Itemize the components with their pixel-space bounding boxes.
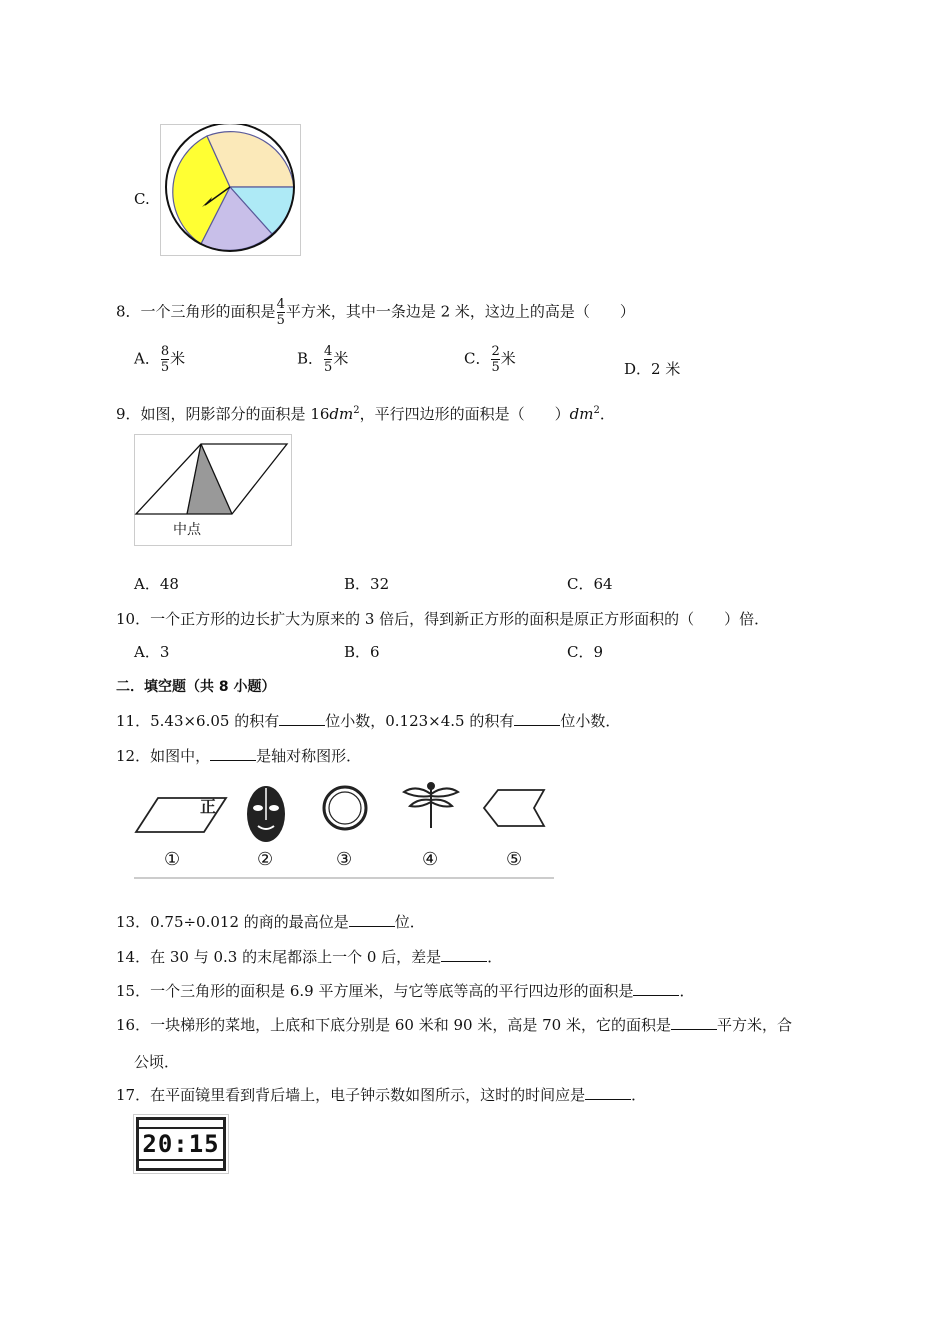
q10-option-c[interactable]: C．9 [567,643,604,661]
question-14: 14．在 30 与 0.3 的末尾都添上一个 0 后，差是 ． [116,948,503,966]
mask-icon [247,786,285,842]
section-title: 二．填空题（共 8 小题） [116,679,276,695]
seal-icon [324,787,366,829]
parallelogram-figure [134,434,292,546]
question-13: 13．0.75÷0.012 的商的最高位是 位． [116,913,425,931]
pie-figure [160,124,302,256]
fraction: $\frac{4}{5}$ [276,297,285,328]
question-8: 8．一个三角形的面积是 $\frac{4}{5}$ 平方米，其中一条边是 2 米，这边上的高是（ ） [116,297,635,328]
question-16: 16．一块梯形的菜地，上底和下底分别是 60 米和 90 米，高是 70 米，它的面积是 平方米，合 [116,1016,792,1034]
answer-blank[interactable] [279,711,325,726]
answer-blank[interactable] [671,1015,717,1030]
question-9: 9．如图，阴影部分的面积是 $16dm^2$，平行四边形的面积是（ ）$dm^2$． [116,405,615,423]
question-10: 10．一个正方形的边长扩大为原来的 3 倍后，得到新正方形的面积是原正方形面积的（ ）倍． [116,610,770,628]
figure-label-4: ④ [422,849,439,870]
question-12: 12．如图中， 是轴对称图形． [116,747,362,765]
question-11: 11．5.43×6.05 的积有 位小数，0.123×4.5 的积有 位小数． [116,712,621,730]
q9-option-c[interactable]: C．64 [567,575,613,593]
digital-clock [136,1117,226,1171]
figure-label-1: ① [164,849,181,870]
figure-label-3: ③ [336,849,353,870]
answer-blank[interactable] [349,912,395,927]
q10-option-a[interactable]: A．3 [134,643,170,661]
q10-option-b[interactable]: B．6 [344,643,380,661]
q8-option-b[interactable]: B． $\frac{4}{5}$ 米 [297,344,349,375]
question-17: 17．在平面镜里看到背后墙上，电子钟示数如图所示，这时的时间应是 ． [116,1086,647,1104]
q8-option-d[interactable]: D．2 米 [624,360,681,378]
seal-char: 正 [200,797,217,816]
answer-blank[interactable] [441,947,487,962]
figure-label-5: ⑤ [506,849,523,870]
q9-option-a[interactable]: A．48 [134,575,179,593]
figure-label-2: ② [257,849,274,870]
dragonfly-icon [404,783,458,828]
answer-blank[interactable] [210,746,256,761]
option-c-label[interactable]: C. [134,190,150,208]
answer-blank[interactable] [585,1085,631,1100]
answer-blank[interactable] [514,711,560,726]
chevron-shape-icon [484,790,544,826]
midpoint-label: 中点 [173,522,201,538]
q9-option-b[interactable]: B．32 [344,575,390,593]
q8-option-c[interactable]: C． $\frac{2}{5}$ 米 [464,344,516,375]
question-15: 15．一个三角形的面积是 6.9 平方厘米，与它等底等高的平行四边形的面积是 ． [116,982,695,1000]
question-16-cont: 公顷． [134,1053,180,1071]
clock-digits: 20:15 [136,1127,225,1161]
q8-option-a[interactable]: A． $\frac{8}{5}$ 米 [134,344,186,375]
answer-blank[interactable] [633,981,679,996]
